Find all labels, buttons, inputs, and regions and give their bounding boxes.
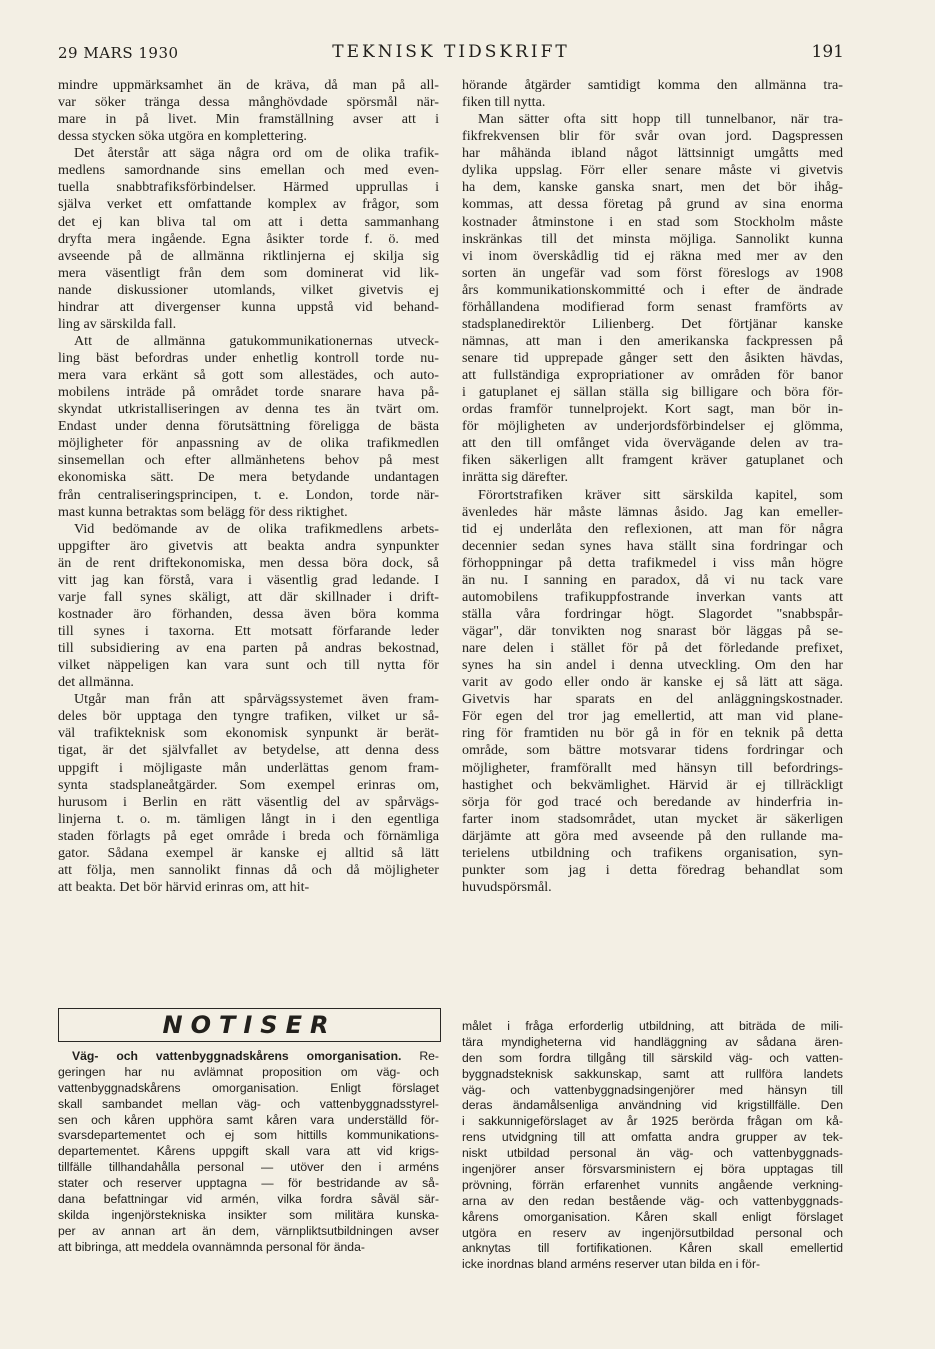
text-line: nande diskussioner utomlands, vilket givetvis ej [58,281,439,298]
text-line: den som fordra tillgång till särskild väg- och vatten- [462,1050,843,1065]
text-line: fikfrekvensen blir för svår ovan jord. Dagspressen [462,128,843,145]
text-line: tillfälle tillhandahålla personal — utöver den i arméns [58,1160,439,1175]
text-line: möjligheter för anpassning av de olika trafikmedlen [58,435,439,452]
text-line: hastighet och bekvämlighet. Härvid är ej tillräckligt [462,776,843,793]
text-line: års kommunikationskommitté och i efter de ändrade [462,281,843,298]
text-line: mera väsentligt från dem som dominerat vid lik- [58,264,439,281]
text-line: har måhända ibland något lättsinnigt umgåtts med [462,145,843,162]
text-line: icke inordnas bland arméns reserver utan bilda en i för- [462,1257,761,1272]
text-line: väg- och vattenbyggnadsingenjörer med hänsyn till [462,1082,843,1097]
text-line: punkter som jag i detta föredrag behandlat som [462,861,843,878]
text-line: i sakkunnigeförslaget av år 1925 berörda frågan om kå- [462,1114,843,1129]
text-line: möjligheter, framförallt med hänsyn till befordrings- [462,759,843,776]
text-line: gator. Sådana exempel är kanske ej alltid så lätt [58,844,439,861]
text-line: kostnader äro förhanden, dessa även böra komma [58,605,439,622]
text-line: tid ej underlåta den reflexionen, att man för några [462,520,843,537]
text-line: att beakta. Det bör härvid erinras om, att hit- [58,878,310,895]
text-line: synes ha sin andel i denna utveckling. Om den har [462,657,843,674]
text-line: hörande åtgärder samtidigt komma den allmänna tra- [462,77,843,93]
text-line: kostnader åtminstone i en stad som Stockholm måste [462,213,843,230]
text-line: det allmänna. [58,674,134,691]
notiser-heading: NOTISER [162,1011,337,1039]
text-line: skall sambandet mellan väg- och vattenbyggnadsstyrel- [58,1096,439,1111]
text-line: Utgår man från att spårvägssystemet även fram- [74,691,439,708]
text-line: mera vara erkänt så gott som allestädes, och auto- [58,367,439,384]
notiser-heading-box [58,1008,441,1042]
text-line: till synes i taxorna. Ett motsatt förfarande leder [58,623,439,639]
text-line: dessa stycken söka utgöra en komplettering. [58,128,307,145]
text-line: skyndat utkristalliseringen av denna tes än tvärt om. [58,401,439,418]
text-line: till subsidiering av ena parten på andras bekostnad, [58,640,439,657]
text-line: arna av den redan bestående väg- och vattenbyggnads- [462,1193,843,1208]
text-line: än nu. I sanning en paradox, då vi nu tack vare [462,571,843,588]
text-line: att den till omfånget vida övervägande delen av tra- [462,435,843,452]
text-line: hurusom i Berlin en rätt väsentlig del av spårvägs- [58,793,439,810]
text-line: deras ändamålsenliga användning vid krigstillfälle. Den [462,1098,843,1113]
text-line: utgöra en reserv av ingenjörsutbildad personal och [462,1225,843,1240]
text-line: avseende på de allmänna riktlinjerna ej skilja sig [58,247,439,264]
text-line: hindrar att divergenser kunna uppstå vid behand- [58,298,439,315]
text-line: anknytas till fortifikationen. Kåren skall emellertid [462,1241,843,1256]
text-line: för möjligheten av underjordsförbindelser ej glömma, [462,418,843,435]
text-line: Vid bedömande av de olika trafikmedlens arbets- [74,520,439,537]
text-line: ävenledes här måste lämnas åsido. Jag kan emeller- [462,503,843,520]
notiser-column-right [462,1019,843,1273]
text-line: vattenbyggnadskårens omorganisation. Enligt förslaget [58,1080,439,1095]
text-line: sorten än ungefär vad som först föreslogs av 1908 [462,264,843,281]
text-line: terielens utbildning och trafikens organisation, syn- [462,844,843,861]
text-line: att bibringa, att meddela ovannämnda personal för ända- [58,1239,365,1254]
notice-lead-continuation: Re- [401,1049,439,1063]
text-line: senare tid upprepade gånger sett den åsikten hävdas, [462,350,843,366]
text-line: ha dem, kanske ganska snart, men det bör ihåg- [462,179,843,196]
text-line: medlens samordnande sins emellan och med even- [58,162,439,179]
text-line: uppgift i möjligaste mån underlättas genom fram- [58,759,439,776]
notiser-column-left [58,1049,439,1256]
text-line: svarsdepartementet och ej som hittills kommunikations- [58,1128,439,1143]
text-line: departementet. Kårens uppgift skall vara att vid krigs- [58,1144,439,1159]
text-line: huvudspörsmål. [462,878,552,895]
text-line: ling av särskilda fall. [58,315,177,332]
text-line: skilda ingenjörstekniska insikter som militära kunska- [58,1207,439,1222]
text-line: staden förlagts på eget område i breda och förnämliga [58,827,439,844]
article-column-right [462,77,843,896]
text-line: varje fall synes skäligt, att där skillnader i drift- [58,588,439,605]
text-line: byggnadsteknisk sakkunskap, samt att rullföra landets [462,1066,843,1081]
text-line: tuella snabbtrafiksförbindelser. Härmed upprullas i [58,179,439,196]
text-line: per av annan art än dem, värnpliktsutbildningen avser [58,1223,439,1238]
text-line: kommas, att dessa företag på grund av sina enorma [462,196,843,213]
text-line: väl trafikteknisk som ekonomisk synpunkt är berät- [58,725,439,742]
text-line: mare in på livet. Min framställning avser att i [58,111,439,128]
text-line: ordas framför tunnelprojekt. Kort sagt, man bör in- [462,401,843,418]
text-line: rens utvidgning till att omfatta andra grupper av tek- [462,1130,843,1145]
text-line [58,1049,439,1065]
text-line: kårens omorganisation. Kåren skall enligt förslaget [462,1209,843,1224]
text-line: stadsplanedirektör Lilienberg. Det förtjänar kanske [462,315,843,332]
text-line: decennier sedan synes hava ställt sina fordringar och [462,537,843,554]
text-line: fiken säkerligen allt framgent kräver gatuplanet och [462,452,843,469]
text-line: målet i fråga erforderlig utbildning, att biträda de mili- [462,1019,843,1033]
notice-lead-title: Väg- och vattenbyggnadskårens omorganisation. [72,1049,402,1063]
journal-title: TEKNISK TIDSKRIFT [332,42,570,62]
text-line: sörja för god tracé och beredande av hinderfria in- [462,793,843,810]
text-line: ling bäst befordras under enhetlig kontroll torde nu- [58,350,439,366]
text-line: vilket näppeligen kan vara sunt och till nytta för [58,657,439,674]
page-header [58,44,844,66]
text-line: i gatuplanet ej sällan ställa sig billigare och böra för- [462,384,843,401]
text-line: dylika uppslag. Förr eller senare måste vi givetvis [462,162,843,179]
text-line: därjämte att göra med avseende på den rullande ma- [462,827,843,844]
text-line: prövning, förrän erfarenhet vunnits angående verkning- [462,1177,843,1192]
text-line: linjerna t. o. m. tämligen långt in i den egentliga [58,810,439,827]
text-line: tigat, är det självfallet av betydelse, att denna dess [58,742,439,759]
text-line: mindre uppmärksamhet än de kräva, då man på all- [58,77,439,93]
text-line: ekonomiska sätt. De mera betydande undantagen [58,469,439,486]
text-line: att fullständiga expropriationer av områden för banor [462,367,843,384]
text-line: ingenjörer anser försvarsministern ej böra upptagas till [462,1162,843,1177]
text-line: tära myndigheterna vid handläggning av sådana ären- [462,1034,843,1049]
text-line: dryfta mera ingående. Egna åsikter torde f. ö. med [58,230,439,247]
text-line: område, som bättre motsvarar tidens fordringar och [462,742,843,759]
text-line: mast kunna betraktas som belägg för dess riktighet. [58,503,348,520]
text-line: nämnas, att man i den amerikanska fackpressen på [462,332,843,349]
text-line: deles bör upptaga den tyngre trafiken, vilket ur så- [58,708,439,725]
text-line: geringen har nu avlämnat proposition om väg- och [58,1064,439,1079]
text-line: Givetvis har sparats en del anläggningskostnader. [462,691,843,708]
text-line: varit av godo eller ondo är kanske ej så lätt att säga. [462,674,843,691]
text-line: fiken till nytta. [462,94,546,111]
text-line: farter inom stadsområdet, utan mycket är säkerligen [462,810,843,827]
text-line: Förortstrafiken kräver sitt särskilda kapitel, som [478,486,843,503]
text-line: ställa våra fordringar högt. Slagordet "snabbspår- [462,605,843,622]
text-line: stater och reserver upptagna — för bestridande av så- [58,1176,439,1191]
text-line: vitt jag kan förstå, vara i väsentlig grad ledande. I [58,571,439,588]
article-column-left [58,77,439,896]
text-line: Det återstår att säga några ord om de olika trafik- [74,145,439,162]
text-line: vi inom överskådlig tid ej räkna med mer av den [462,247,843,264]
text-line: dana befattningar vid armén, vilka fordra såväl sär- [58,1192,439,1207]
text-line: sinsemellan och efter allmänhetens behov på mest [58,452,439,469]
text-line: inskränkas till det minsta möjliga. Sannolikt kunna [462,230,843,247]
text-line: mobilens inträde på området torde snarare hava på- [58,384,439,401]
text-line: det ej kan bliva tal om att i detta sammanhang [58,213,439,230]
text-line: än de rent driftekonomiska, men dessa böra dock, så [58,554,439,571]
text-line: Endast under denna förutsättning föreligga de bästa [58,418,439,435]
text-line: förhållandena modifierad form senast framförts av [462,298,843,315]
page-number: 191 [811,42,844,62]
text-line: från centraliseringsprincipen, t. e. London, torde när- [58,486,439,503]
text-line: att följa, men sannolikt finnas då och då möjligheter [58,861,439,878]
text-line: uppgifter äro givetvis att beakta andra synpunkter [58,537,439,554]
text-line: själva verket ett omfattande komplex av frågor, som [58,196,439,213]
text-line: inrätta sig därefter. [462,469,569,486]
text-line: sen och kåren upphöra samt kåren vara underställd för- [58,1112,439,1127]
issue-date: 29 MARS 1930 [58,44,179,62]
text-line: nare delen i stället för på det förledande prefixet, [462,640,843,657]
text-line: automobilens trafikuppfostrande inverkan vants att [462,588,843,605]
text-line: var söker tränga dessa månghövdade spörsmål när- [58,94,439,111]
text-line: niskt utbildad personal än väg- och vattenbyggnads- [462,1146,843,1161]
text-line: Att de allmänna gatukommunikationernas utveck- [74,332,439,349]
text-line: förhoppningar på detta trafikmedel i viss mån högre [462,554,843,571]
text-line: Man sätter ofta sitt hopp till tunnelbanor, när tra- [478,111,843,128]
text-line: synta stadsplaneåtgärder. Som exempel erinras om, [58,776,439,793]
text-line: För egen del tror jag emellertid, att man vid plane- [462,708,843,725]
text-line: ring för framtiden nu bör gå in för en teknik på detta [462,725,843,742]
text-line: vägar", där tonvikten nog snarast bör läggas på se- [462,623,843,639]
